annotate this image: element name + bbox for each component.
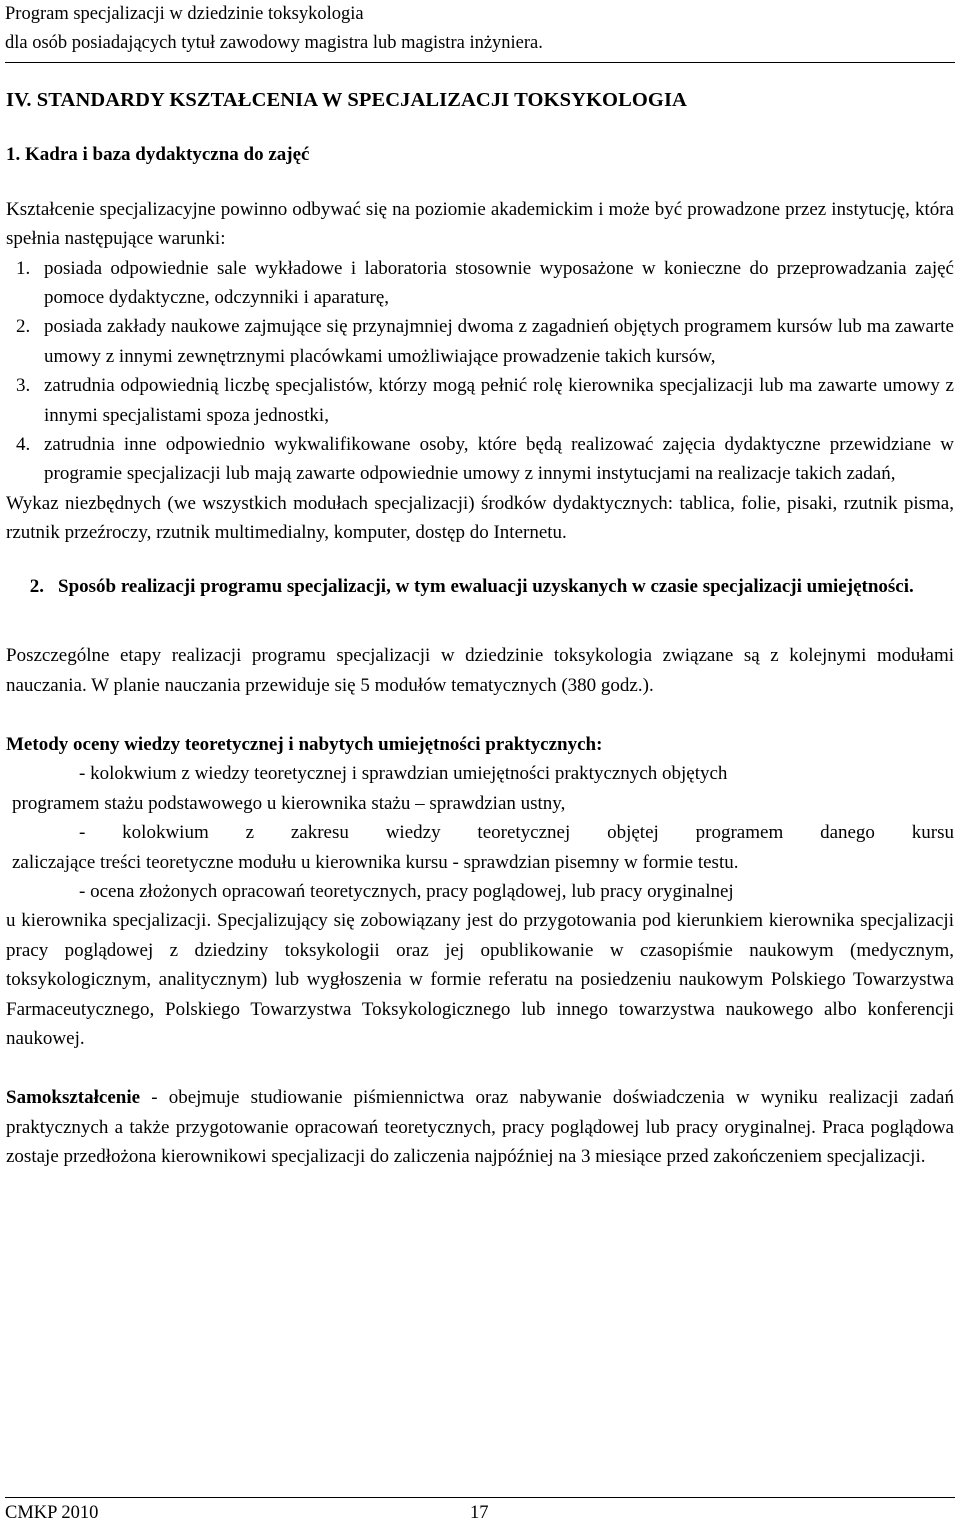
condition-number: 1. — [16, 257, 31, 279]
header-rule — [5, 62, 955, 63]
subsection-2-title: Sposób realizacji programu specjalizacji, w tym ewaluacji uzyskanych w czasie specjalizacji umiejętności. — [58, 575, 914, 597]
self-study-paragraph — [6, 1083, 954, 1171]
methods-title: Metody oceny wiedzy teoretycznej i nabytych umiejętności praktycznych: — [6, 733, 603, 755]
method-continuation: programem stażu podstawowego u kierownika stażu – sprawdzian ustny, — [12, 792, 566, 814]
condition-item — [16, 312, 954, 371]
condition-text: zatrudnia odpowiednią liczbę specjalistów, którzy mogą pełnić rolę kierownika specjalizacji lub ma zawarte umowy z innymi specjalistami spoza jednostki, — [44, 375, 954, 426]
method-continuation: zaliczające treści teoretyczne modułu u kierownika kursu - sprawdzian pisemny w formie testu. — [12, 851, 739, 873]
condition-text: zatrudnia inne odpowiednio wykwalifikowane osoby, które będą realizować zajęcia dydaktyczne przewidziane w programie specjalizacji lub mają zawarte odpowiednie umowy z innymi instytucjami na realizacje takich zadań, — [44, 434, 954, 485]
subsection-2-number: 2. — [29, 575, 44, 597]
condition-number: 4. — [16, 434, 31, 456]
condition-item — [16, 371, 954, 430]
condition-item — [16, 430, 954, 489]
stages-paragraph: Poszczególne etapy realizacji programu specjalizacji w dziedzinie toksykologia związane są z kolejnymi modułami nauczania. W planie nauczania przewiduje się 5 modułów tematycznych (380 godz.). — [6, 645, 954, 696]
method-item — [6, 818, 954, 877]
section-title: IV. STANDARDY KSZTAŁCENIA W SPECJALIZACJI TOKSYKOLOGIA — [6, 89, 687, 111]
page-number: 17 — [470, 1503, 489, 1523]
subsection-2-heading — [6, 572, 954, 601]
header-line-1: Program specjalizacji w dziedzinie toksykologia — [5, 4, 364, 24]
page-header — [5, 0, 955, 58]
subsection-1-title: 1. Kadra i baza dydaktyczna do zajęć — [6, 144, 310, 166]
method-continuation: u kierownika specjalizacji. Specjalizujący się zobowiązany jest do przygotowania pod kierunkiem kierownika specjalizacji pracy poglądowej z dziedziny toksykologii oraz jej opublikowanie w czasopiśmie naukowym (medycznym, toksykologicznym, analitycznym) lub wygłoszenia w formie referatu na posiedzeniu naukowym Polskiego Towarzystwa Farmaceutycznego, Polskiego Towarzystwa Toksykologicznego lub innego towarzystwa naukowego albo konferencji naukowej. — [6, 910, 954, 1049]
document-body — [6, 86, 954, 1172]
footer-label: CMKP 2010 — [5, 1503, 99, 1523]
method-item — [6, 877, 954, 1053]
method-first-line: - kolokwium z wiedzy teoretycznej i sprawdzian umiejętności praktycznych objętych — [79, 763, 728, 785]
self-study-label: Samokształcenie — [6, 1087, 141, 1109]
condition-text: posiada zakłady naukowe zajmujące się przynajmniej dwoma z zagadnień objętych programem kursów lub ma zawarte umowy z innymi zewnętrznymi placówkami umożliwiające prowadzenie takich kursów, — [44, 316, 954, 367]
equipment-paragraph: Wykaz niezbędnych (we wszystkich modułach specjalizacji) środków dydaktycznych: tablica, folie, pisaki, rzutnik pisma, rzutnik przeźroczy, rzutnik multimedialny, komputer, dostęp do Internetu. — [6, 492, 954, 544]
condition-number: 2. — [16, 316, 31, 338]
condition-text: posiada odpowiednie sale wykładowe i laboratoria stosownie wyposażone w konieczne do przeprowadzania zajęć pomoce dydaktyczne, odczynniki i aparaturę, — [44, 257, 954, 309]
condition-item — [16, 254, 954, 313]
condition-number: 3. — [16, 375, 31, 397]
conditions-list — [6, 254, 954, 489]
method-first-line: - ocena złożonych opracowań teoretycznych, pracy poglądowej, lub pracy oryginalnej — [79, 880, 734, 902]
footer-rule — [5, 1497, 955, 1498]
header-line-2: dla osób posiadających tytuł zawodowy magistra lub magistra inżyniera. — [5, 33, 543, 53]
self-study-text: - obejmuje studiowanie piśmiennictwa oraz nabywanie doświadczenia w wyniku realizacji zadań praktycznych a także przygotowanie opracowań teoretycznych, pracy poglądowej lub pracy oryginalnej. Praca poglądowa zostaje przedłożona kierownikowi specjalizacji do zaliczenia najpóźniej na 3 miesiące przed zakończeniem specjalizacji. — [6, 1087, 954, 1168]
method-first-line: - kolokwium z zakresu wiedzy teoretycznej objętej programem danego kursu — [79, 822, 954, 844]
method-item — [6, 759, 954, 818]
subsection-1-intro: Kształcenie specjalizacyjne powinno odbywać się na poziomie akademickim i może być prowadzone przez instytucję, która spełnia następujące warunki: — [6, 198, 954, 250]
